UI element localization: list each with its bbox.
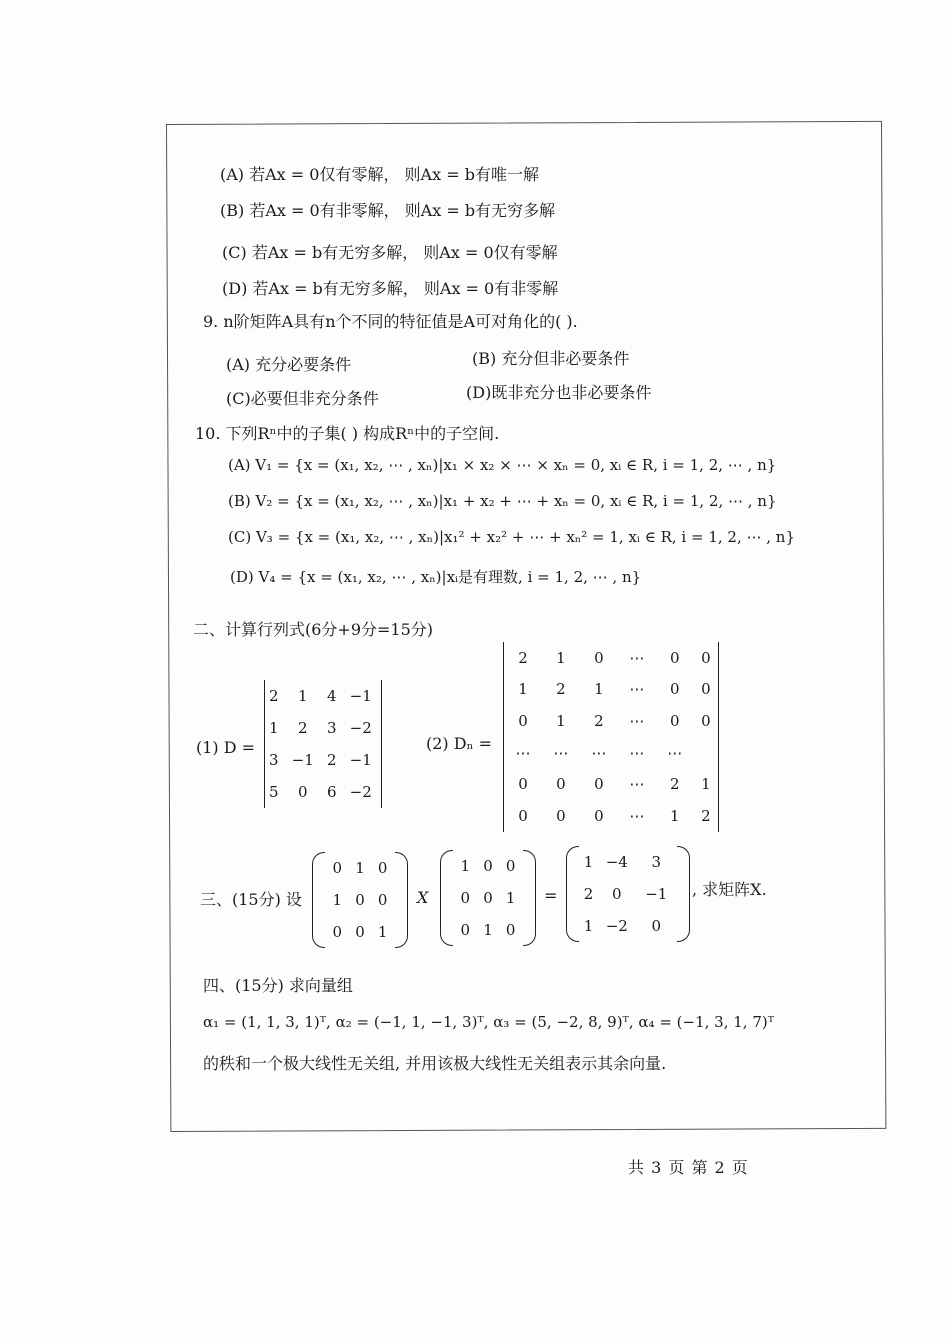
det2-matrix	[503, 642, 719, 832]
det1-cell: 0	[297, 783, 308, 801]
m2-cell: 1	[483, 921, 493, 939]
q9-stem: 9. n阶矩阵A具有n个不同的特征值是A可对角化的( ).	[203, 312, 578, 331]
q9-option-d: (D)既非充分也非必要条件	[466, 383, 652, 402]
det2-cell: 0	[670, 712, 680, 731]
det2-cell: 0	[701, 648, 711, 667]
det2-cell: 1	[670, 807, 680, 826]
x-label: X	[417, 888, 429, 907]
m1-cell: 0	[377, 891, 388, 909]
q10-option-a: (A) V₁ = {x = (x₁, x₂, ⋯ , xₙ)|x₁ × x₂ × ⋯ × xₙ = 0, xᵢ ∈ R, i = 1, 2, ⋯ , n}	[228, 456, 777, 474]
m1-cell: 0	[332, 923, 343, 941]
m1-cell: 0	[377, 859, 388, 877]
det2-cell: 1	[556, 648, 566, 667]
det2-cell: 1	[556, 712, 566, 731]
det2-cell: 2	[670, 775, 680, 794]
det1-matrix	[264, 680, 382, 808]
m2-cell: 1	[460, 857, 471, 875]
matrix-1	[312, 852, 408, 948]
m3-cell: 0	[611, 885, 622, 903]
det2-cell: 0	[556, 807, 566, 826]
matrix-2	[440, 850, 536, 946]
m2-cell: 0	[483, 889, 493, 907]
det2-cell: ⋯	[629, 680, 645, 699]
det1-cell: −1	[349, 751, 372, 769]
det2-cell: ⋯	[629, 807, 645, 826]
m2-cell: 0	[483, 857, 493, 875]
det2-cell: ⋯	[553, 743, 569, 762]
det2-cell: 0	[594, 775, 604, 794]
det1-cell: −1	[291, 751, 314, 769]
q8-option-d: (D) 若Ax = b有无穷多解， 则Ax = 0有非零解	[222, 279, 559, 298]
det2-cell: ⋯	[667, 743, 683, 762]
m3-cell: 0	[651, 917, 662, 935]
det1-cell: 5	[268, 783, 279, 801]
m2-cell: 0	[505, 921, 516, 939]
det2-cell: ⋯	[515, 743, 531, 762]
q8-option-c: (C) 若Ax = b有无穷多解， 则Ax = 0仅有零解	[222, 243, 558, 262]
det2-cell: ⋯	[629, 712, 645, 731]
det2-cell: 0	[556, 775, 566, 794]
det1-label: (1) D =	[196, 738, 256, 757]
section4-instruction: 的秩和一个极大线性无关组, 并用该极大线性无关组表示其余向量.	[203, 1054, 667, 1073]
matrix-3	[566, 846, 690, 942]
det2-cell: 0	[518, 775, 528, 794]
det2-cell: 0	[594, 807, 604, 826]
m2-cell: 1	[505, 889, 516, 907]
det2-cell: 0	[670, 648, 680, 667]
q10-option-d: (D) V₄ = {x = (x₁, x₂, ⋯ , xₙ)|xᵢ是有理数, i = 1, 2, ⋯ , n}	[230, 568, 642, 586]
det1-cell: 1	[268, 719, 279, 737]
m2-cell: 0	[460, 889, 471, 907]
det2-cell: 0	[701, 712, 711, 731]
m2-cell: 0	[505, 857, 516, 875]
q8-option-a: (A) 若Ax = 0仅有零解， 则Ax = b有唯一解	[220, 165, 539, 184]
det1-cell: 3	[326, 719, 337, 737]
det2-cell: 0	[670, 680, 680, 699]
section4-heading: 四、(15分) 求向量组	[203, 976, 353, 995]
q9-option-c: (C)必要但非充分条件	[226, 389, 379, 408]
m1-cell: 0	[332, 859, 343, 877]
det1-cell: 4	[326, 687, 337, 705]
det2-cell: ⋯	[629, 743, 645, 762]
m1-cell: 1	[332, 891, 343, 909]
det2-cell: 2	[518, 648, 528, 667]
m1-cell: 1	[355, 859, 365, 877]
m2-cell: 0	[460, 921, 471, 939]
det2-cell: 2	[594, 712, 604, 731]
det1-cell: 2	[326, 751, 337, 769]
det2-cell: 1	[701, 775, 711, 794]
det2-cell: 1	[594, 680, 604, 699]
m1-cell: 0	[355, 923, 365, 941]
m1-cell: 0	[355, 891, 365, 909]
det2-cell: 0	[518, 712, 528, 731]
det1-cell: 1	[297, 687, 308, 705]
q9-option-a: (A) 充分必要条件	[226, 355, 352, 374]
det2-label: (2) Dₙ =	[426, 734, 492, 753]
m3-cell: 2	[583, 885, 594, 903]
q10-option-c: (C) V₃ = {x = (x₁, x₂, ⋯ , xₙ)|x₁² + x₂² + ⋯ + xₙ² = 1, xᵢ ∈ R, i = 1, 2, ⋯ , n}	[228, 528, 795, 546]
det1-cell: 3	[268, 751, 279, 769]
det2-cell: 2	[556, 680, 566, 699]
m3-cell: 1	[583, 853, 594, 871]
det2-cell: 1	[518, 680, 528, 699]
page-footer: 共 3 页 第 2 页	[628, 1158, 749, 1177]
det2-cell: ⋯	[591, 743, 607, 762]
equals-sign: =	[544, 886, 558, 905]
det1-cell: −2	[349, 783, 372, 801]
det1-cell: 6	[326, 783, 337, 801]
section4-vectors: α₁ = (1, 1, 3, 1)ᵀ, α₂ = (−1, 1, −1, 3)ᵀ, α₃ = (5, −2, 8, 9)ᵀ, α₄ = (−1, 3, 1, 7)ᵀ	[203, 1013, 775, 1031]
m1-cell: 1	[377, 923, 388, 941]
q10-stem: 10. 下列Rⁿ中的子集( ) 构成Rⁿ中的子空间.	[195, 424, 500, 443]
section2-heading: 二、计算行列式(6分+9分=15分)	[193, 620, 434, 639]
m3-cell: −4	[605, 853, 628, 871]
m3-cell: 1	[583, 917, 594, 935]
q9-option-b: (B) 充分但非必要条件	[472, 349, 630, 368]
q8-option-b: (B) 若Ax = 0有非零解， 则Ax = b有无穷多解	[220, 201, 556, 220]
det2-cell: 2	[701, 807, 711, 826]
m3-cell: 3	[651, 853, 662, 871]
det2-cell: 0	[594, 648, 604, 667]
det1-cell: 2	[297, 719, 308, 737]
det2-cell: 0	[701, 680, 711, 699]
m3-cell: −1	[645, 885, 668, 903]
det1-cell: −1	[349, 687, 372, 705]
m3-cell: −2	[605, 917, 628, 935]
det1-cell: 2	[268, 687, 279, 705]
det2-cell: ⋯	[629, 775, 645, 794]
det2-cell: 0	[518, 807, 528, 826]
det1-cell: −2	[349, 719, 372, 737]
det2-cell: ⋯	[629, 648, 645, 667]
det2-cell	[694, 737, 718, 769]
q10-option-b: (B) V₂ = {x = (x₁, x₂, ⋯ , xₙ)|x₁ + x₂ + ⋯ + xₙ = 0, xᵢ ∈ R, i = 1, 2, ⋯ , n}	[228, 492, 777, 510]
section3-suffix: , 求矩阵X.	[692, 880, 767, 899]
section3-prefix: 三、(15分) 设	[200, 890, 302, 909]
